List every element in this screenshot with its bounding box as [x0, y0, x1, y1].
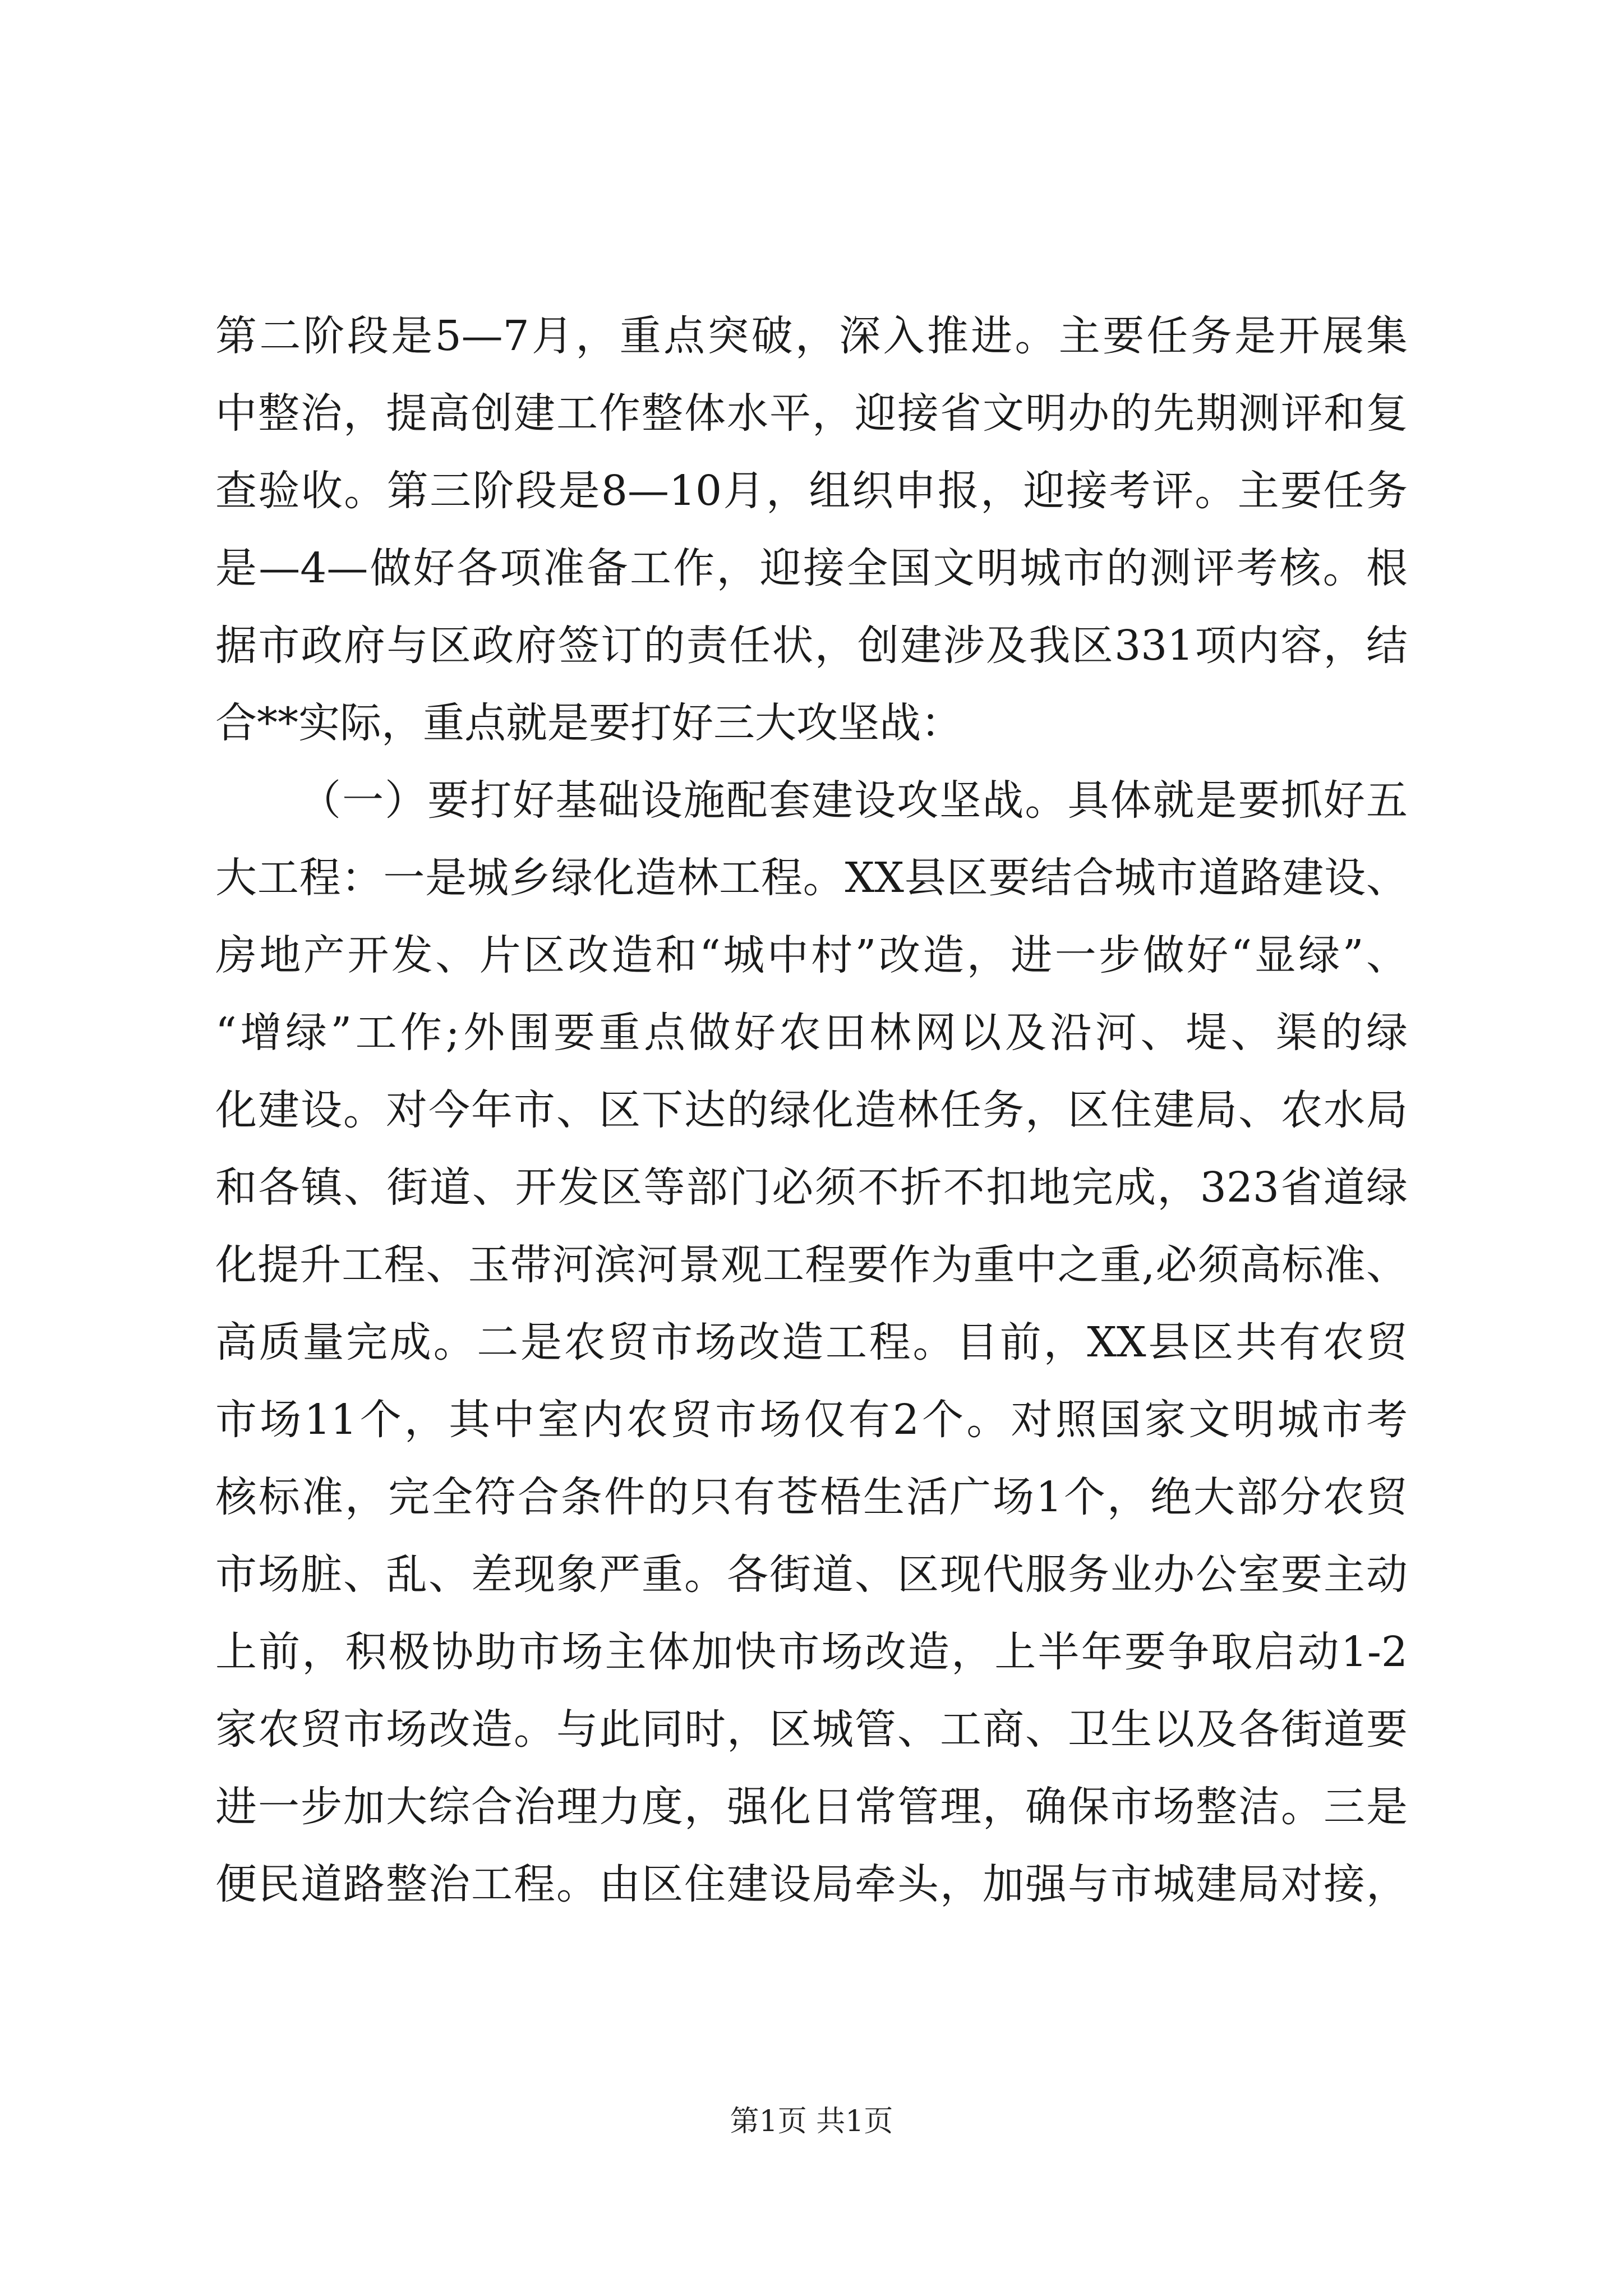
text-line: 和各镇、街道、开发区等部门必须不折不扣地完成，323省道绿 [215, 1163, 1408, 1212]
paragraph [215, 297, 1408, 762]
text-line: 高质量完成。二是农贸市场改造工程。目前，XX县区共有农贸 [215, 1318, 1408, 1366]
text-line: 据市政府与区政府签订的责任状，创建涉及我区331项内容，结 [215, 622, 1408, 670]
text-line: 上前，积极协助市场主体加快市场改造，上半年要争取启动1-2 [215, 1628, 1408, 1676]
body-text [215, 297, 1408, 1923]
text-line: 大工程：一是城乡绿化造林工程。XX县区要结合城市道路建设、 [215, 854, 1408, 902]
page-footer [0, 2104, 1623, 2139]
text-line: 是—4—做好各项准备工作，迎接全国文明城市的测评考核。根 [215, 544, 1408, 592]
text-line: （一）要打好基础设施配套建设攻坚战。具体就是要抓好五 [299, 776, 1408, 825]
text-line: 查验收。第三阶段是8—10月，组织申报，迎接考评。主要任务 [215, 467, 1408, 515]
page-number-label: 第1页 共1页 [730, 2105, 893, 2138]
text-line: 房地产开发、片区改造和“城中村”改造，进一步做好“显绿”、 [215, 931, 1408, 979]
text-line: 核标准，完全符合条件的只有苍梧生活广场1个，绝大部分农贸 [215, 1473, 1408, 1521]
text-line: 市场脏、乱、差现象严重。各街道、区现代服务业办公室要主动 [215, 1550, 1408, 1599]
text-line: 进一步加大综合治理力度，强化日常管理，确保市场整洁。三是 [215, 1783, 1408, 1831]
text-line: 市场11个，其中室内农贸市场仅有2个。对照国家文明城市考 [215, 1396, 1408, 1444]
text-line: 化建设。对今年市、区下达的绿化造林任务，区住建局、农水局 [215, 1086, 1408, 1134]
text-line: 中整治，提高创建工作整体水平，迎接省文明办的先期测评和复 [215, 389, 1408, 438]
text-line: 第二阶段是5—7月，重点突破，深入推进。主要任务是开展集 [215, 312, 1408, 360]
text-line: 家农贸市场改造。与此同时，区城管、工商、卫生以及各街道要 [215, 1705, 1408, 1754]
text-line: “增绿”工作;外围要重点做好农田林网以及沿河、堤、渠的绿 [215, 1009, 1408, 1057]
text-line: 合**实际，重点就是要打好三大攻坚战： [215, 699, 962, 747]
paragraph [215, 762, 1408, 1923]
text-line: 便民道路整治工程。由区住建设局牵头，加强与市城建局对接， [215, 1860, 1408, 1908]
text-line: 化提升工程、玉带河滨河景观工程要作为重中之重,必须高标准、 [215, 1241, 1408, 1289]
